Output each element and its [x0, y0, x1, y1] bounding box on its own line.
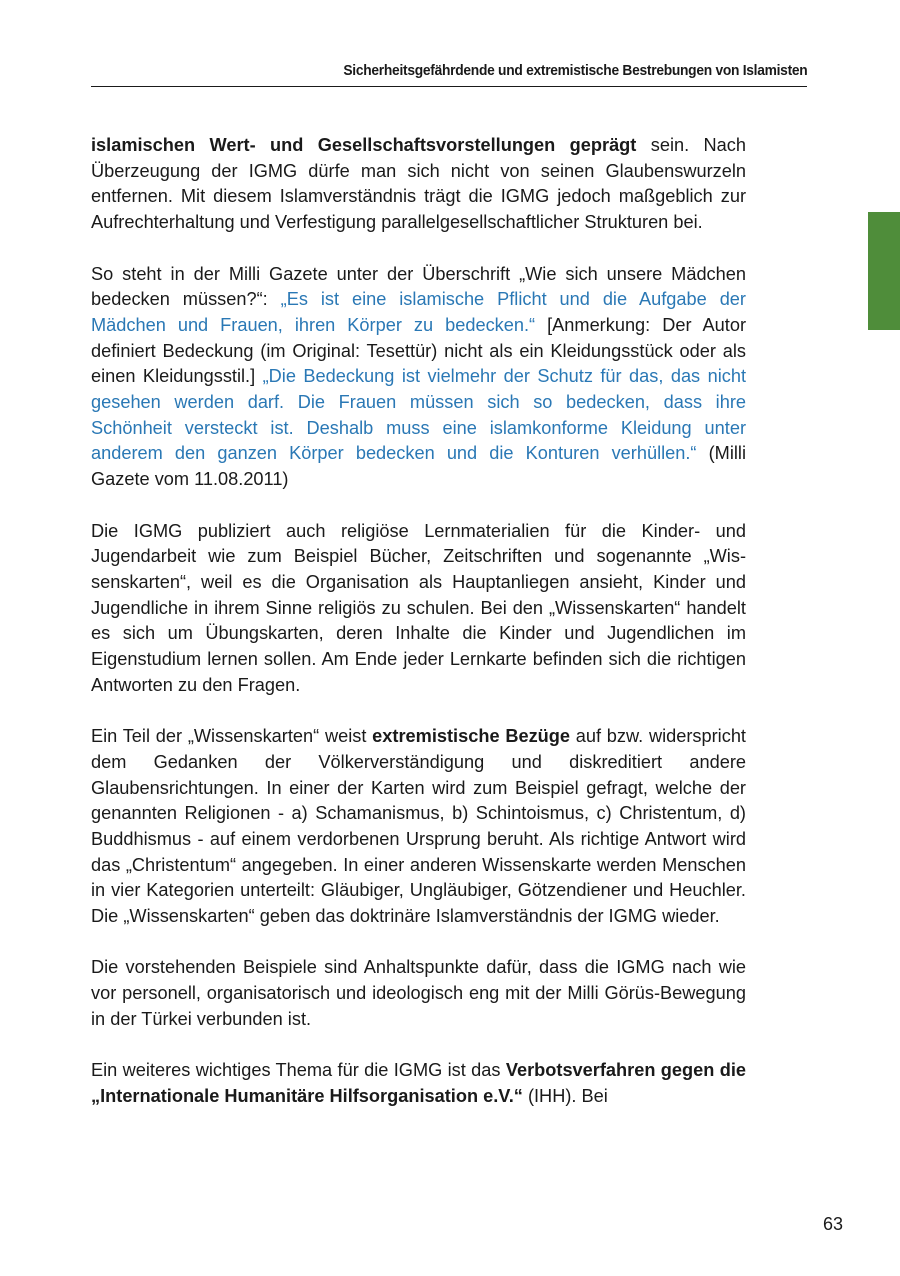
paragraph-1 — [91, 133, 746, 236]
paragraph-4-before: Ein Teil der „Wissenskarten“ weist — [91, 726, 373, 747]
paragraph-5: Die vorstehenden Beispiele sind Anhaltspunkte dafür, dass die IGMG nach wie vor personell, organisatorisch und ideologisch eng mit der Milli Görüs-Bewegung in der Türkei verbunden ist. — [91, 957, 746, 1029]
page-number: 63 — [822, 1214, 843, 1234]
paragraph-1-text: sein. Nach Überzeugung der IGMG dürfe man sich nicht von seinen Glaubenswurzeln entfernen. Mit diesem Islamverständnis trägt die IGMG jedoch maßgeblich zur Aufrechterhaltung und Verfestigung parallelgesellschaftlicher Strukturen bei. — [91, 135, 746, 233]
running-header-title: Sicherheitsgefährdende und extremistische Bestrebungen von Islamisten — [342, 62, 807, 79]
paragraph-6-after: (IHH). Bei — [522, 1085, 608, 1106]
paragraph-4-bold: extremistische Bezüge — [372, 726, 570, 747]
running-header — [91, 58, 807, 87]
paragraph-2-source: (Milli Gazete vom 11.08.2011) — [91, 443, 746, 490]
paragraph-6 — [91, 1058, 746, 1109]
paragraph-6-bold: Verbotsverfahren gegen die „Internationale Humanitäre Hilfsorganisation e.V.“ — [91, 1060, 747, 1106]
paragraph-4 — [91, 724, 746, 930]
paragraph-4-after: auf bzw. widerspricht dem Gedanken der Völkerverständigung und diskreditiert andere Glaubensrichtungen. In einer der Karten wird zum Beispiel gefragt, welche der genannten Religionen - a) Schamanismus, b) Schintoismus, c) Christentum, d) Buddhismus - auf einem verdorbenen Ursprung beruht. Als richtige Antwort wird das „Christentum“ angegeben. In einer anderen Wissenskarte werden Menschen in vier Kategorien unterteilt: Gläubiger, Ungläubiger, Götzendiener und Heuchler. Die „Wissenskarten“ geben das doktrinäre Islamverständnis der IGMG wieder. — [91, 726, 746, 927]
body-text — [91, 133, 746, 1135]
paragraph-3: Die IGMG publiziert auch religiöse Lernmaterialien für die Kinder- und Jugendarbeit wie zum Beispiel Bücher, Zeitschriften und sogenannte „Wissenskarten“, weil es die Organisation als Hauptanliegen ansieht, Kinder und Jugendliche in ihrem Sinne religiös zu schulen. Bei den „Wissenskarten“ handelt es sich um Übungskarten, deren Inhalte die Kinder und Jugendlichen im Eigenstudium lernen sollen. Am Ende jeder Lernkarte befinden sich die richtigen Antworten zu den Fragen. — [91, 520, 746, 695]
chapter-tab-marker — [868, 212, 900, 330]
paragraph-6-before: Ein weiteres wichtiges Thema für die IGMG ist das — [91, 1060, 506, 1081]
paragraph-1-bold: islamischen Wert- und Gesellschaftsvorstellungen geprägt — [91, 135, 637, 155]
quote-milli-gazete-1: „Es ist eine islamische Pflicht und die Aufgabe der Mädchen und Frauen, ihren Körper zu bedecken.“ — [91, 289, 746, 335]
quote-milli-gazete-2: „Die Bedeckung ist vielmehr der Schutz für das, das nicht gesehen werden darf. Die Frauen müssen sich so bedecken, dass ihre Schönheit versteckt ist. Deshalb muss eine islamkonforme Kleidung unter anderem den ganzen Körper bedecken und die Konturen verhüllen.“ — [91, 366, 746, 464]
paragraph-2 — [91, 262, 746, 493]
paragraph-2-note: [Anmerkung: Der Autor definiert Bedeckung (im Original: Tesettür) nicht als ein Kleidungsstück oder als einen Kleidungsstil.] — [91, 314, 747, 387]
paragraph-2-intro: So steht in der Milli Gazete unter der Überschrift „Wie sich unsere Mädchen bedecken müssen?“: — [91, 263, 746, 310]
